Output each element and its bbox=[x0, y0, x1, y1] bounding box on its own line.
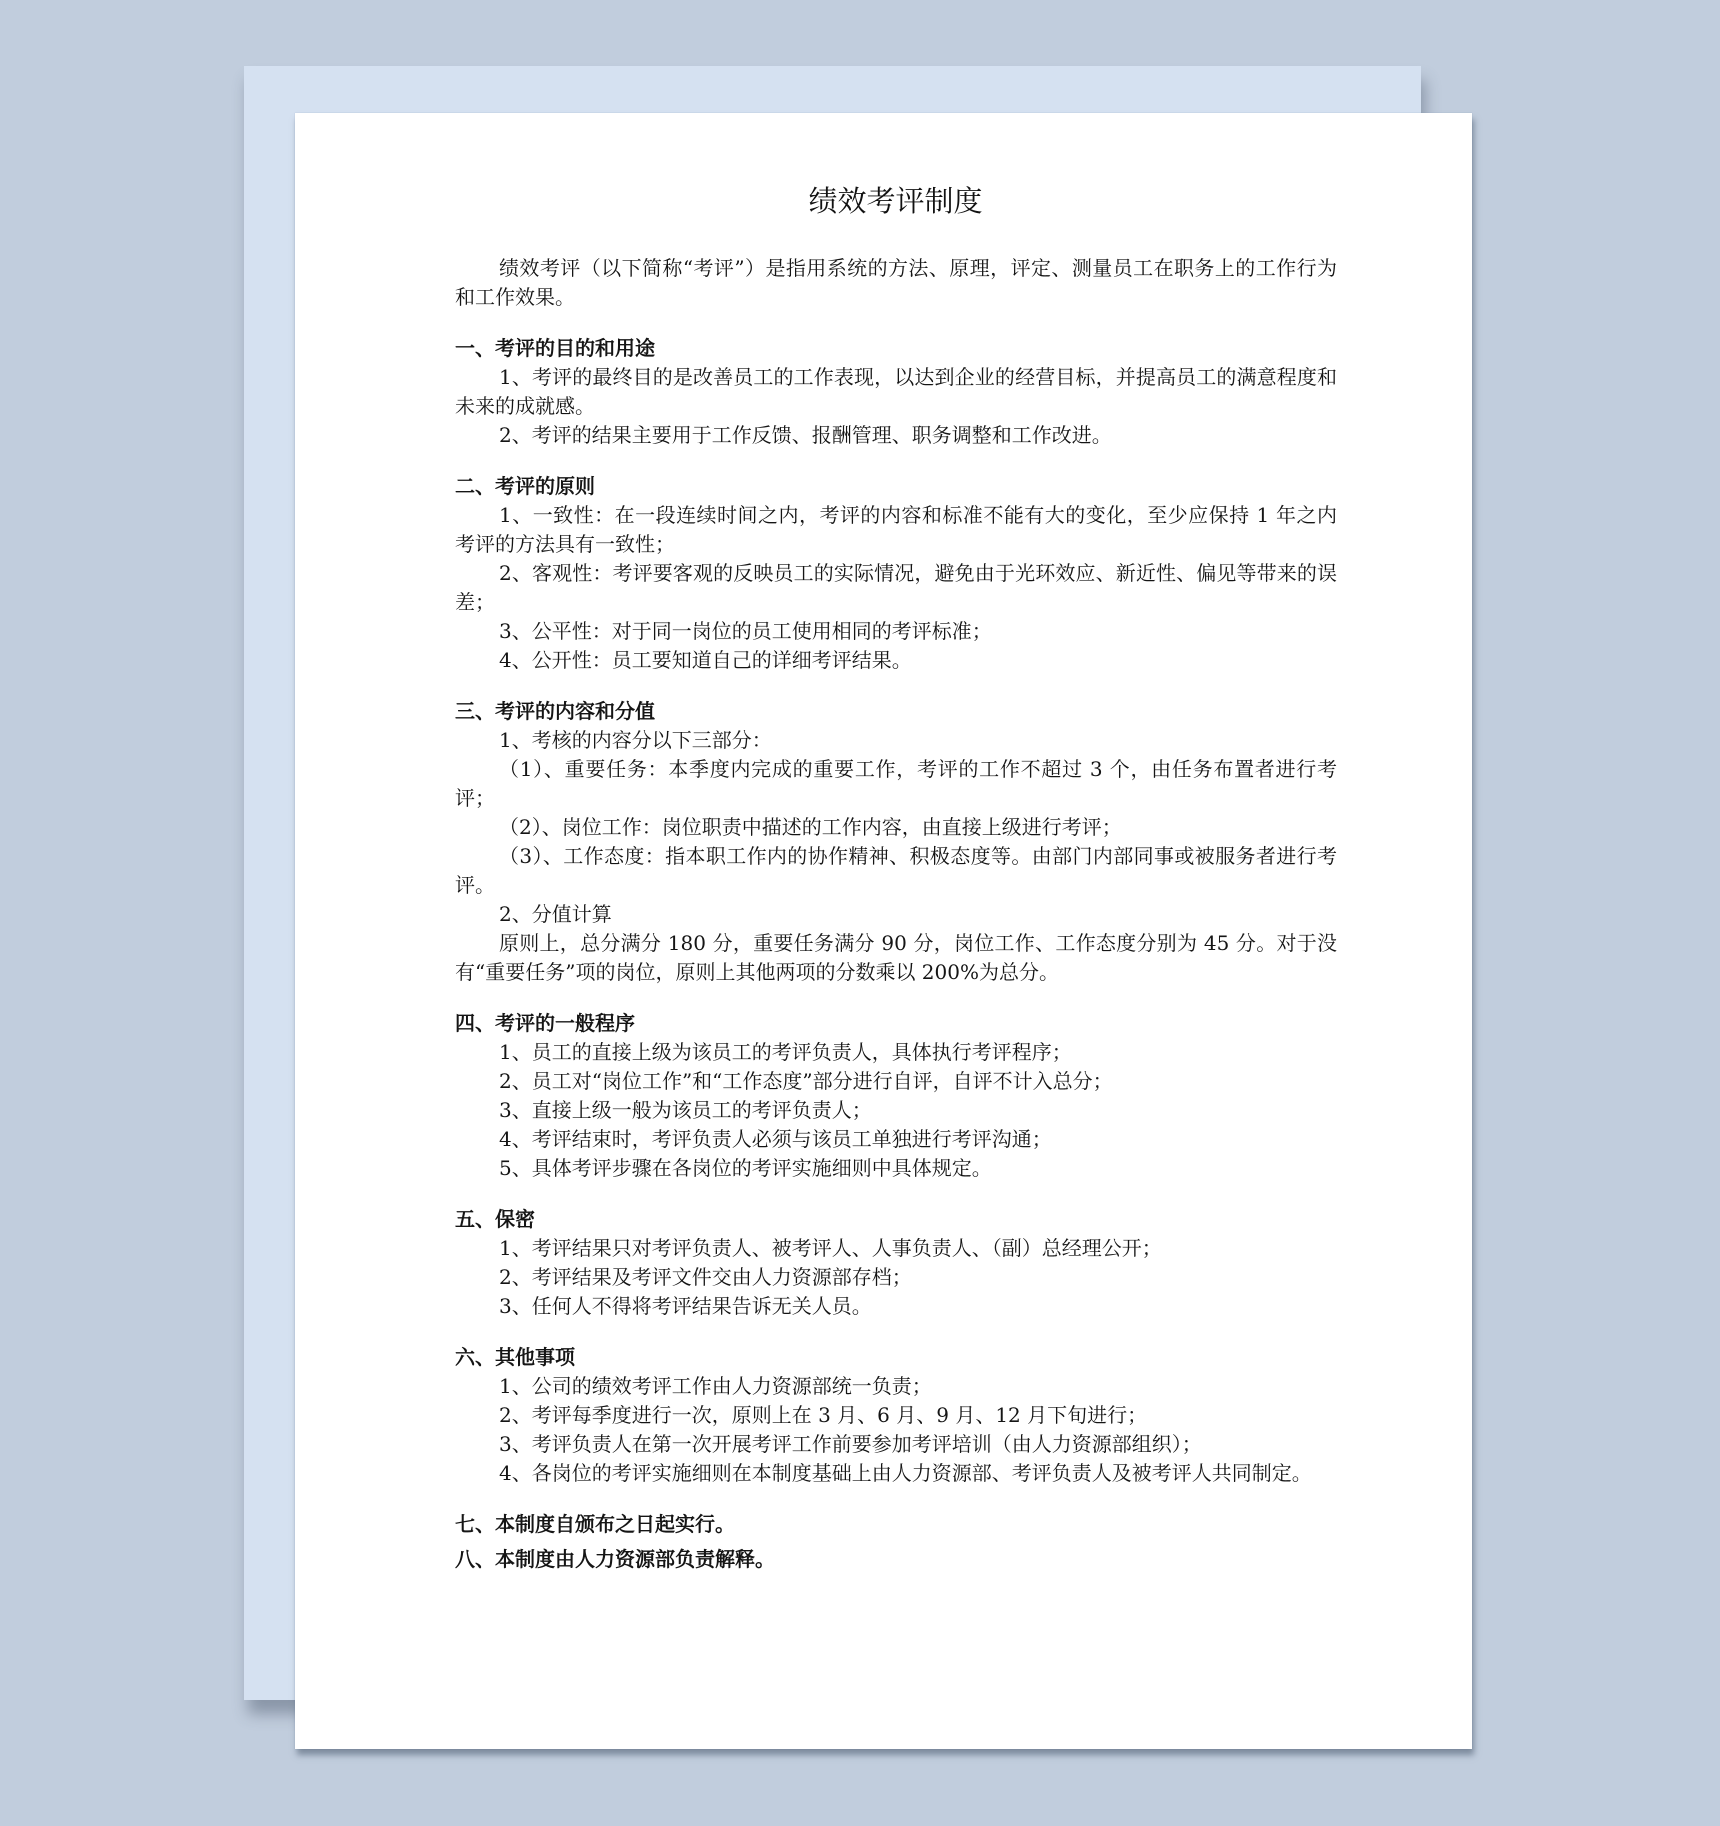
section-heading: 三、考评的内容和分值 bbox=[455, 699, 655, 723]
list-item: 1、考评的最终目的是改善员工的工作表现，以达到企业的经营目标，并提高员工的满意程度和未来的成就感。 bbox=[455, 365, 1337, 418]
document-page bbox=[295, 113, 1472, 1749]
list-item: 2、员工对“岗位工作”和“工作态度”部分进行自评，自评不计入总分； bbox=[499, 1069, 1113, 1093]
section-heading: 四、考评的一般程序 bbox=[455, 1011, 635, 1035]
section-confidentiality bbox=[455, 1205, 1337, 1321]
list-item: 5、具体考评步骤在各岗位的考评实施细则中具体规定。 bbox=[499, 1156, 992, 1180]
list-item: 2、考评的结果主要用于工作反馈、报酬管理、职务调整和工作改进。 bbox=[499, 423, 1112, 447]
intro-paragraph: 绩效考评（以下简称“考评”）是指用系统的方法、原理，评定、测量员工在职务上的工作行为和工作效果。 bbox=[455, 256, 1337, 309]
section-heading: 二、考评的原则 bbox=[455, 474, 595, 498]
list-item: 4、各岗位的考评实施细则在本制度基础上由人力资源部、考评负责人及被考评人共同制定。 bbox=[499, 1461, 1312, 1485]
list-item: 原则上，总分满分 180 分，重要任务满分 90 分，岗位工作、工作态度分别为 45 分。对于没有“重要任务”项的岗位，原则上其他两项的分数乘以 200%为总分。 bbox=[455, 931, 1337, 984]
section-other-matters bbox=[455, 1343, 1337, 1488]
section-content-scores bbox=[455, 697, 1337, 987]
section-principles bbox=[455, 472, 1337, 675]
list-item: 2、考评结果及考评文件交由人力资源部存档； bbox=[499, 1265, 912, 1289]
list-item: 3、直接上级一般为该员工的考评负责人； bbox=[499, 1098, 872, 1122]
document-body bbox=[455, 254, 1337, 1580]
list-item: 1、一致性：在一段连续时间之内，考评的内容和标准不能有大的变化，至少应保持 1 年之内考评的方法具有一致性； bbox=[455, 503, 1337, 556]
list-item: 3、任何人不得将考评结果告诉无关人员。 bbox=[499, 1294, 872, 1318]
list-item: 2、考评每季度进行一次，原则上在 3 月、6 月、9 月、12 月下旬进行； bbox=[499, 1403, 1148, 1427]
section-procedure bbox=[455, 1009, 1337, 1183]
list-item: 1、考评结果只对考评负责人、被考评人、人事负责人、（副）总经理公开； bbox=[499, 1236, 1162, 1260]
list-item: 3、公平性：对于同一岗位的员工使用相同的考评标准； bbox=[499, 619, 992, 643]
list-item: （1）、重要任务：本季度内完成的重要工作，考评的工作不超过 3 个，由任务布置者进行考评； bbox=[455, 757, 1337, 810]
section-heading: 五、保密 bbox=[455, 1207, 535, 1231]
list-item: 1、员工的直接上级为该员工的考评负责人，具体执行考评程序； bbox=[499, 1040, 1072, 1064]
list-item: 4、公开性：员工要知道自己的详细考评结果。 bbox=[499, 648, 912, 672]
list-item: 1、公司的绩效考评工作由人力资源部统一负责； bbox=[499, 1374, 932, 1398]
section-purpose bbox=[455, 334, 1337, 450]
section-heading: 六、其他事项 bbox=[455, 1345, 575, 1369]
list-item: 3、考评负责人在第一次开展考评工作前要参加考评培训（由人力资源部组织）； bbox=[499, 1432, 1202, 1456]
closing-effective-date: 七、本制度自颁布之日起实行。 bbox=[455, 1512, 735, 1536]
list-item: 2、分值计算 bbox=[499, 902, 612, 926]
list-item: 2、客观性：考评要客观的反映员工的实际情况，避免由于光环效应、新近性、偏见等带来的误差； bbox=[455, 561, 1337, 614]
list-item: （3）、工作态度：指本职工作内的协作精神、积极态度等。由部门内部同事或被服务者进行考评。 bbox=[455, 844, 1337, 897]
section-heading: 一、考评的目的和用途 bbox=[455, 336, 655, 360]
list-item: 4、考评结束时，考评负责人必须与该员工单独进行考评沟通； bbox=[499, 1127, 1052, 1151]
document-title: 绩效考评制度 bbox=[808, 184, 983, 218]
list-item: （2）、岗位工作：岗位职责中描述的工作内容，由直接上级进行考评； bbox=[499, 815, 1122, 839]
list-item: 1、考核的内容分以下三部分： bbox=[499, 728, 772, 752]
closing-interpretation: 八、本制度由人力资源部负责解释。 bbox=[455, 1547, 775, 1571]
